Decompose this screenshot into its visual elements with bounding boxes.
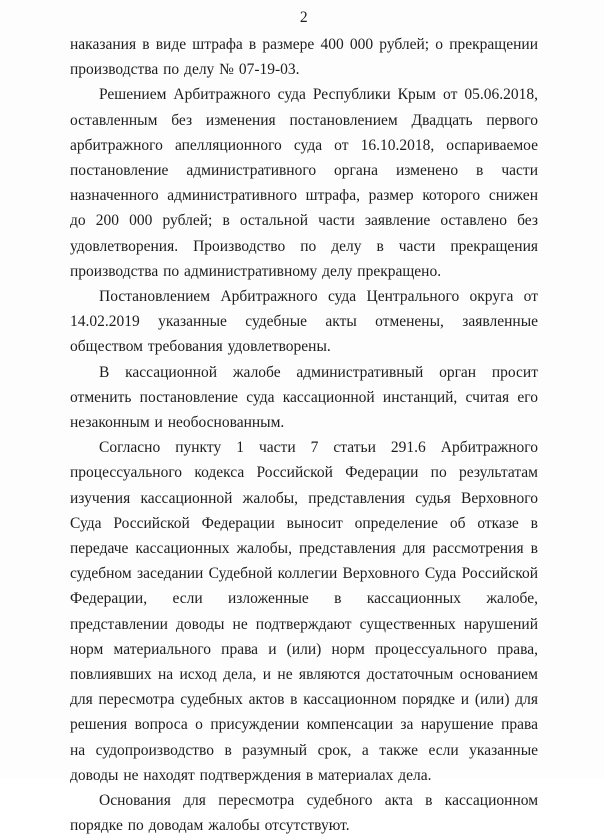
page-number: 2 — [299, 9, 309, 26]
paragraph-no-grounds: Основания для пересмотра судебного акта в кассационном порядке по доводам жалобы отсутствуют. — [70, 792, 538, 835]
paragraph-central-district-ruling: Постановлением Арбитражного суда Центрального округа от 14.02.2019 указанные судебные акты отменены, заявленные обществом требования удовлетворены. — [70, 288, 538, 356]
document-body — [70, 32, 538, 839]
paragraph-cassation-complaint: В кассационной жалобе административный орган просит отменить постановление суда кассационной инстанций, считая его незаконным и необоснованным. — [70, 363, 538, 432]
paragraph-continuation: наказания в виде штрафа в размере 400 000 рублей; о прекращении производства по делу № 07-19-03. — [70, 36, 538, 79]
paragraph-article-291-6: Согласно пункту 1 части 7 статьи 291.6 Арбитражного процессуального кодекса Российской Федерации по результатам изучения кассационной жалобы, представления судья Верховного Суда Российской Федерации выносит определение об отказе в передаче кассационных жалобы, представления для рассмотрения в судебном заседании Судебной коллегии Верховного Суда Российской Федерации, если изложенные в кассационных жалобе, представлении доводы не подтверждают существенных нарушений норм материального права и (или) норм процессуального права, повлиявших на исход дела, и не являются достаточным основанием для пересмотра судебных актов в кассационном порядке и (или) для решения вопроса о присуждении компенсации за нарушение права на судопроизводство в разумный срок, а также если указанные доводы не находят подтверждения в материалах дела. — [70, 439, 538, 784]
paragraph-court-decision-crimea: Решением Арбитражного суда Республики Крым от 05.06.2018, оставленным без изменения постановлением Двадцать первого арбитражного апелляционного суда от 16.10.2018, оспариваемое постановление административного органа изменено в части назначенного административного штрафа, размер которого снижен до 200 000 рублей; в остальной части заявление оставлено без удовлетворения. Производство по делу в части прекращения производства по административному делу прекращено. — [70, 86, 538, 280]
